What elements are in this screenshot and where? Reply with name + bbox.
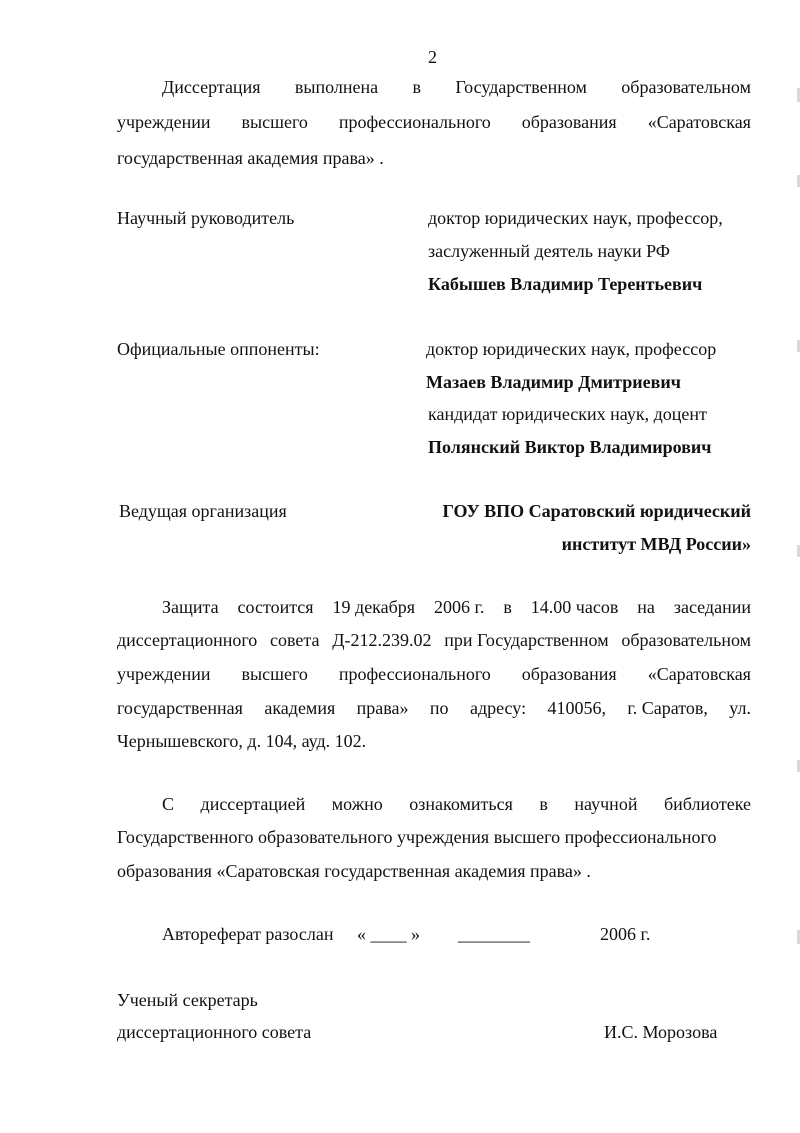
page-number: 2: [428, 47, 437, 67]
sent-label: Автореферат разослан: [162, 924, 334, 944]
defense-line-4: государственная академия права» по адресу: 410056, г. Саратов, ул.: [117, 698, 751, 718]
defense-line-2: диссертационного совета Д-212.239.02 при Государственном образовательном: [117, 630, 751, 650]
secretary-name: И.С. Морозова: [604, 1022, 718, 1042]
defense-line-5: Чернышевского, д. 104, ауд. 102.: [117, 731, 367, 751]
intro-line-3: государственная академия права» .: [117, 148, 384, 168]
supervisor-title: заслуженный деятель науки РФ: [428, 241, 670, 261]
library-line-1: С диссертацией можно ознакомиться в научной библиотеке: [162, 794, 751, 814]
library-line-2: Государственного образовательного учреждения высшего профессионального: [117, 827, 717, 847]
opponent-1-degree: доктор юридических наук, профессор: [426, 339, 717, 359]
secretary-title-1: Ученый секретарь: [117, 990, 258, 1010]
lead-org-name-1: ГОУ ВПО Саратовский юридический: [442, 501, 751, 521]
library-line-3: образования «Саратовская государственная академия права» .: [117, 861, 591, 881]
intro-line-1: Диссертация выполнена в Государственном образовательном: [162, 77, 751, 97]
supervisor-name: Кабышев Владимир Терентьевич: [428, 274, 703, 294]
defense-line-3: учреждении высшего профессионального образования «Саратовская: [117, 664, 751, 684]
opponent-1-name: Мазаев Владимир Дмитриевич: [426, 372, 681, 392]
opponents-label: Официальные оппоненты:: [117, 339, 320, 359]
defense-line-1: Защита состоится 19 декабря 2006 г. в 14.00 часов на заседании: [162, 597, 751, 617]
lead-org-name-2: институт МВД России»: [561, 534, 751, 554]
secretary-title-2: диссертационного совета: [117, 1022, 312, 1042]
supervisor-label: Научный руководитель: [117, 208, 295, 228]
sent-day: « ____ »: [357, 924, 420, 944]
sent-year: 2006 г.: [600, 924, 651, 944]
opponent-2-name: Полянский Виктор Владимирович: [428, 437, 712, 457]
intro-line-2: учреждении высшего профессионального образования «Саратовская: [117, 112, 751, 132]
sent-month: ________: [458, 924, 530, 944]
supervisor-degree: доктор юридических наук, профессор,: [428, 208, 723, 228]
lead-org-label: Ведущая организация: [119, 501, 287, 521]
opponent-2-degree: кандидат юридических наук, доцент: [428, 404, 707, 424]
